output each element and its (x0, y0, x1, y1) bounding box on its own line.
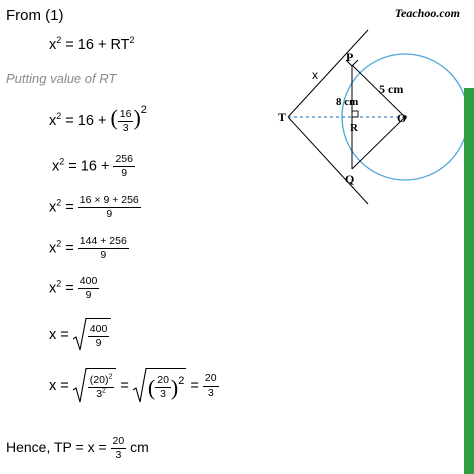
denominator: 3 (207, 386, 214, 399)
conclusion (6, 436, 149, 461)
close-paren: ) (133, 105, 141, 130)
lhs: x (49, 240, 57, 257)
open-paren: ( (147, 374, 156, 400)
numerator: 20 (203, 373, 219, 386)
denominator: 9 (85, 289, 92, 302)
numerator: 400 (88, 324, 110, 337)
numerator: 16 (118, 109, 134, 122)
denominator: 9 (100, 249, 107, 262)
label-Q: Q (345, 172, 355, 186)
exponent: 2 (56, 111, 62, 122)
tangent-circle-diagram (277, 27, 464, 207)
numerator: 16 × 9 + 256 (78, 195, 141, 208)
denominator: 9 (121, 167, 128, 180)
numerator (88, 375, 115, 388)
exponent: 2 (140, 104, 147, 117)
denominator: 9 (106, 208, 113, 221)
lhs: x (49, 199, 57, 216)
fraction (118, 109, 134, 134)
rhs: = (61, 199, 78, 216)
right-angle-mark-R (352, 111, 358, 117)
label-length-TR: 8 cm (336, 96, 359, 108)
label-P: P (346, 50, 354, 64)
lhs: x = (49, 326, 73, 343)
open-paren: ( (110, 105, 118, 130)
radical (73, 368, 117, 404)
equation-step-8 (49, 368, 219, 404)
fraction (88, 375, 115, 400)
exponent: 2 (59, 156, 65, 167)
fraction (203, 373, 219, 398)
lhs: x = (49, 377, 73, 394)
exponent: 2 (108, 373, 113, 381)
unit: cm (126, 439, 149, 456)
accent-bar (464, 88, 474, 474)
equation-step-4 (49, 195, 141, 220)
radical: ( $\frac{20}{3}$ ) $^2$ (133, 368, 186, 404)
rhs: = 16 + (61, 113, 111, 129)
exponent: 2 (129, 35, 135, 46)
equation-step-1 (49, 35, 135, 53)
numerator: 400 (78, 276, 100, 289)
equation-step-2 (49, 104, 147, 134)
rhs: = 16 + (64, 158, 114, 175)
denominator (94, 388, 108, 400)
equation-step-5 (49, 236, 129, 261)
equation-step-6 (49, 276, 99, 301)
fraction (78, 276, 100, 301)
equals: = (186, 377, 203, 394)
label-O: O (397, 111, 407, 125)
note-text: Putting value of RT (6, 71, 117, 86)
fraction (111, 436, 127, 461)
radical (73, 318, 112, 352)
label-R: R (350, 122, 358, 134)
denominator: 3 (122, 121, 129, 134)
fraction (78, 236, 129, 261)
fraction (78, 195, 141, 220)
denominator: 9 (95, 337, 102, 349)
exponent: 2 (56, 197, 62, 208)
rhs: = (61, 240, 78, 257)
exponent: 2 (56, 35, 62, 46)
close-paren: ) (170, 374, 179, 400)
fraction (88, 324, 110, 349)
equation-step-7 (49, 318, 111, 352)
numerator: 256 (113, 154, 135, 167)
numerator-base: (20) (89, 373, 109, 386)
label-T: T (278, 110, 287, 124)
exponent: 2 (102, 387, 106, 395)
numerator: 20 (155, 375, 171, 388)
numerator: 144 + 256 (78, 236, 129, 249)
equals: = (116, 377, 133, 394)
label-x: x (312, 68, 318, 82)
conclusion-text: Hence, TP = x = (6, 439, 111, 456)
numerator: 20 (111, 436, 127, 449)
rhs: = (61, 280, 78, 297)
lhs: x (52, 158, 60, 175)
exponent: 2 (56, 278, 62, 289)
label-radius: 5 cm (379, 82, 404, 96)
rhs: = 16 + RT (61, 37, 130, 53)
equation-step-3 (52, 154, 135, 179)
lhs: x (49, 37, 57, 53)
fraction (113, 154, 135, 179)
denominator: 3 (115, 449, 122, 462)
heading: From (1) (6, 7, 64, 24)
lhs: x (49, 113, 57, 129)
denominator: 3 (160, 388, 166, 400)
fraction (155, 375, 171, 400)
exponent: 2 (56, 238, 62, 249)
denominator-base: 3 (96, 388, 103, 400)
lhs: x (49, 280, 57, 297)
brand-logo: Teachoo.com (394, 6, 460, 20)
